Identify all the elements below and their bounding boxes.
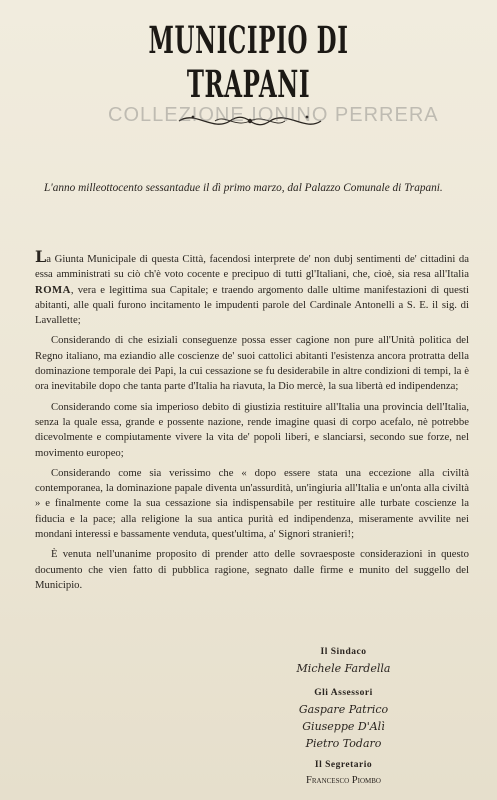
paragraph-preamble [35,247,469,328]
assessore-signature-1: Gaspare Patrico [298,703,389,716]
collection-watermark: COLLEZIONE IONINO PERRERA [108,104,439,126]
sindaco-label: Il Sindaco [320,647,367,657]
paragraph-conclusion: È venuta nell'unanime proposito di prender atto delle sovraesposte considerazioni in questo documento che vien fatto di pubblica ragione, segnato dalle firme e munito del suggello del Municipio. [35,548,469,591]
paragraph-considerando-2: Considerando come sia imperioso debito di giustizia restituire all'Italia una provincia dell'Italia, senza la quale essa, grande e possente nazione, rende imagine quasi di corpo acefalo, nè potrebbe dicevolmente e compiutamente vivere la vita de' popoli liberi, e slanciarsi, secondo sue forze, nel movimento europeo; [35,400,469,459]
sindaco-signature: Michele Fardella [296,662,391,675]
assessore-signature-3: Pietro Todaro [305,737,382,750]
page-title: MUNICIPIO DI TRAPANI [148,18,349,106]
assessori-label: Gli Assessori [314,688,373,698]
body-text [35,247,469,598]
dateline: L'anno milleottocento sessantadue il dì primo marzo, dal Palazzo Comunale di Trapani. [44,182,443,194]
preamble-text-2: , vera e legittima sua Capitale; e traendo argomento dalle ultime manifestazioni di questi abitanti, alle quali furono incitamento le impudenti parole del Cardinale Antonelli a S. E. il sig. di Lavallette; [35,283,469,327]
paragraph-considerando-3: Considerando come sia verissimo che « dopo essere stata una eccezione alla civiltà contemporanea, la dominazione papale diventa un'assurdità, un'ingiuria all'Italia e un'onta alla civiltà » e finalmente come la sua cessazione sia indispensabile per restituire alle turbate coscienze la fiducia e la pace; alla religione la sua antica purità ed indipendenza, miseramente avvilite nei mondani interessi e bassamente venduta, quest'ultima, a' Signori stranieri!; [35,466,469,541]
preamble-text-1: a Giunta Municipale di questa Città, facendosi interprete de' non dubj sentimenti de' cittadini da essa amministrati su ciò ch'è voto cocente e precipuo di tutti gl'Italiani, che, cioè, sia resa all'Italia [35,253,469,281]
drop-cap: L [35,247,47,266]
segretario-label: Il Segretario [314,760,373,770]
paragraph-considerando-1: Considerando di che esiziali conseguenze possa esser cagione non pure all'Unità politica del Regno italiano, ma eziandio alle coscienze de' suoi cattolici abitanti l'esistenza ancora protratta della dominazione temporale dei Papi, la cui cessazione se fu desiderabile in altre condizioni di tempi, la è ora inevitabile dopo che tanta parte d'Italia ha riavuta, la Dio mercè, la sua libertà ed indipendenza; [35,334,469,393]
assessore-signature-2: Giuseppe D'Alì [302,720,385,733]
segretario-signature: Francesco Piombo [306,775,381,786]
emphasis-roma: ROMA [35,283,71,296]
